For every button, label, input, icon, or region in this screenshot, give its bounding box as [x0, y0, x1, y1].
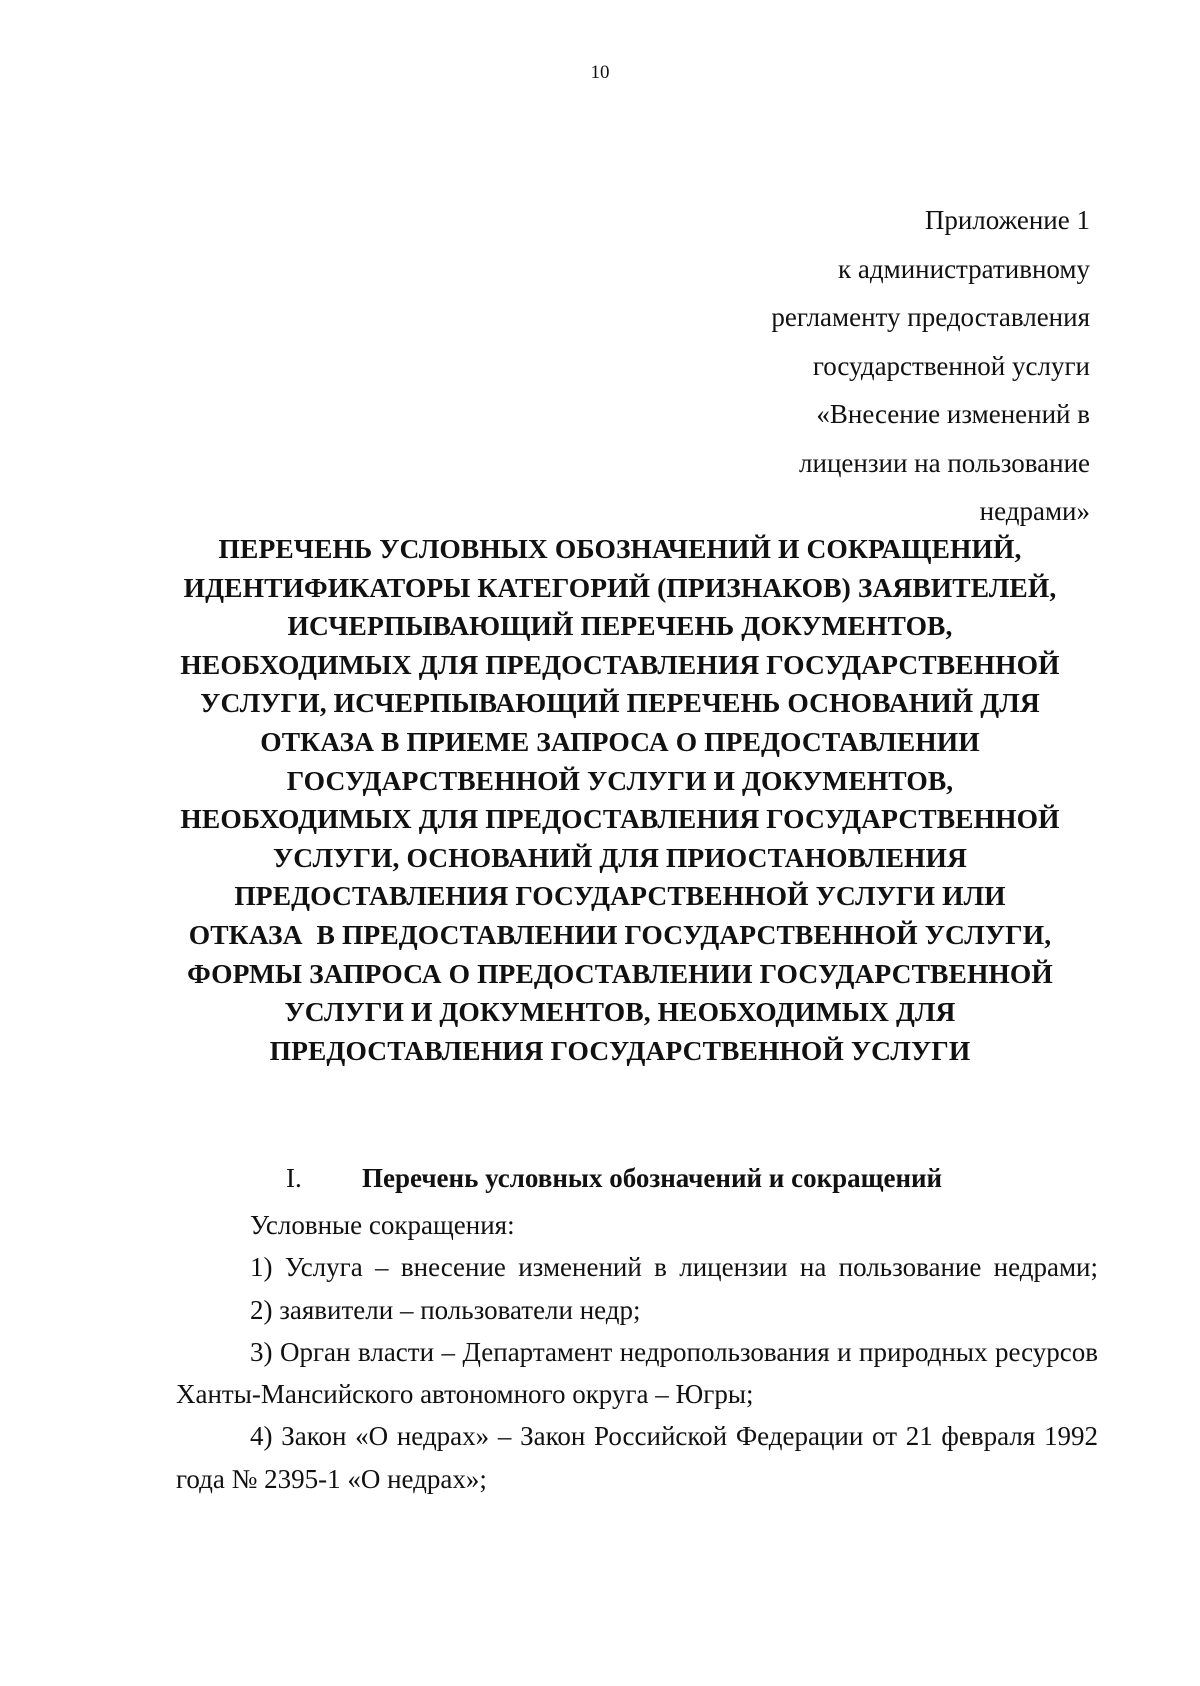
title-line: УСЛУГИ, ОСНОВАНИЙ ДЛЯ ПРИОСТАНОВЛЕНИЯ — [273, 841, 967, 873]
title-line: ПЕРЕЧЕНЬ УСЛОВНЫХ ОБОЗНАЧЕНИЙ И СОКРАЩЕНИЙ, — [218, 533, 1022, 564]
list-item: 1) Услуга – внесение изменений в лицензии на пользование недрами; — [250, 1252, 1098, 1283]
appendix-line: «Внесение изменений в — [816, 399, 1090, 429]
appendix-block — [690, 196, 1090, 536]
appendix-line: к административному — [838, 253, 1090, 284]
document-title — [130, 530, 1110, 1070]
title-line: ПРЕДОСТАВЛЕНИЯ ГОСУДАРСТВЕННОЙ УСЛУГИ — [269, 1034, 971, 1066]
title-line: ПРЕДОСТАВЛЕНИЯ ГОСУДАРСТВЕННОЙ УСЛУГИ ИЛИ — [234, 880, 1006, 912]
title-line: ОТКАЗА В ПРЕДОСТАВЛЕНИИ ГОСУДАРСТВЕННОЙ УСЛУГИ, — [188, 918, 1052, 950]
list-item: 2) заявители – пользователи недр; — [250, 1294, 641, 1325]
title-line: ГОСУДАРСТВЕННОЙ УСЛУГИ И ДОКУМЕНТОВ, — [286, 764, 954, 796]
appendix-line: государственной услуги — [812, 350, 1090, 381]
title-line: УСЛУГИ И ДОКУМЕНТОВ, НЕОБХОДИМЫХ ДЛЯ — [284, 996, 956, 1028]
page-number: 10 — [590, 62, 610, 83]
title-line: ОТКАЗА В ПРИЕМЕ ЗАПРОСА О ПРЕДОСТАВЛЕНИИ — [260, 725, 980, 757]
title-line: УСЛУГИ, ИСЧЕРПЫВАЮЩИЙ ПЕРЕЧЕНЬ ОСНОВАНИЙ ДЛЯ — [200, 687, 1040, 719]
section-number: I. — [286, 1163, 302, 1193]
title-line: ФОРМЫ ЗАПРОСА О ПРЕДОСТАВЛЕНИИ ГОСУДАРСТВЕННОЙ — [187, 957, 1053, 989]
title-line: НЕОБХОДИМЫХ ДЛЯ ПРЕДОСТАВЛЕНИЯ ГОСУДАРСТВЕННОЙ — [180, 803, 1060, 835]
body-text — [176, 1204, 1098, 1500]
appendix-line: лицензии на пользование — [799, 447, 1090, 478]
appendix-line: регламенту предоставления — [771, 302, 1090, 332]
section-title: Перечень условных обозначений и сокращений — [362, 1163, 943, 1193]
body-intro: Условные сокращения: — [250, 1210, 515, 1240]
appendix-line: недрами» — [979, 496, 1090, 526]
title-line: НЕОБХОДИМЫХ ДЛЯ ПРЕДОСТАВЛЕНИЯ ГОСУДАРСТВЕННОЙ — [180, 648, 1060, 680]
list-item: 4) Закон «О недрах» – Закон Российской Федерации от 21 февраля 1992 года № 2395-1 «О недрах»; — [176, 1421, 1098, 1494]
appendix-line: Приложение 1 — [924, 205, 1090, 235]
title-line: ИДЕНТИФИКАТОРЫ КАТЕГОРИЙ (ПРИЗНАКОВ) ЗАЯВИТЕЛЕЙ, — [183, 571, 1057, 603]
list-item: 3) Орган власти – Департамент недропользования и природных ресурсов Ханты-Мансийского автономного округа – Югры; — [176, 1336, 1098, 1410]
title-line: ИСЧЕРПЫВАЮЩИЙ ПЕРЕЧЕНЬ ДОКУМЕНТОВ, — [287, 610, 953, 642]
